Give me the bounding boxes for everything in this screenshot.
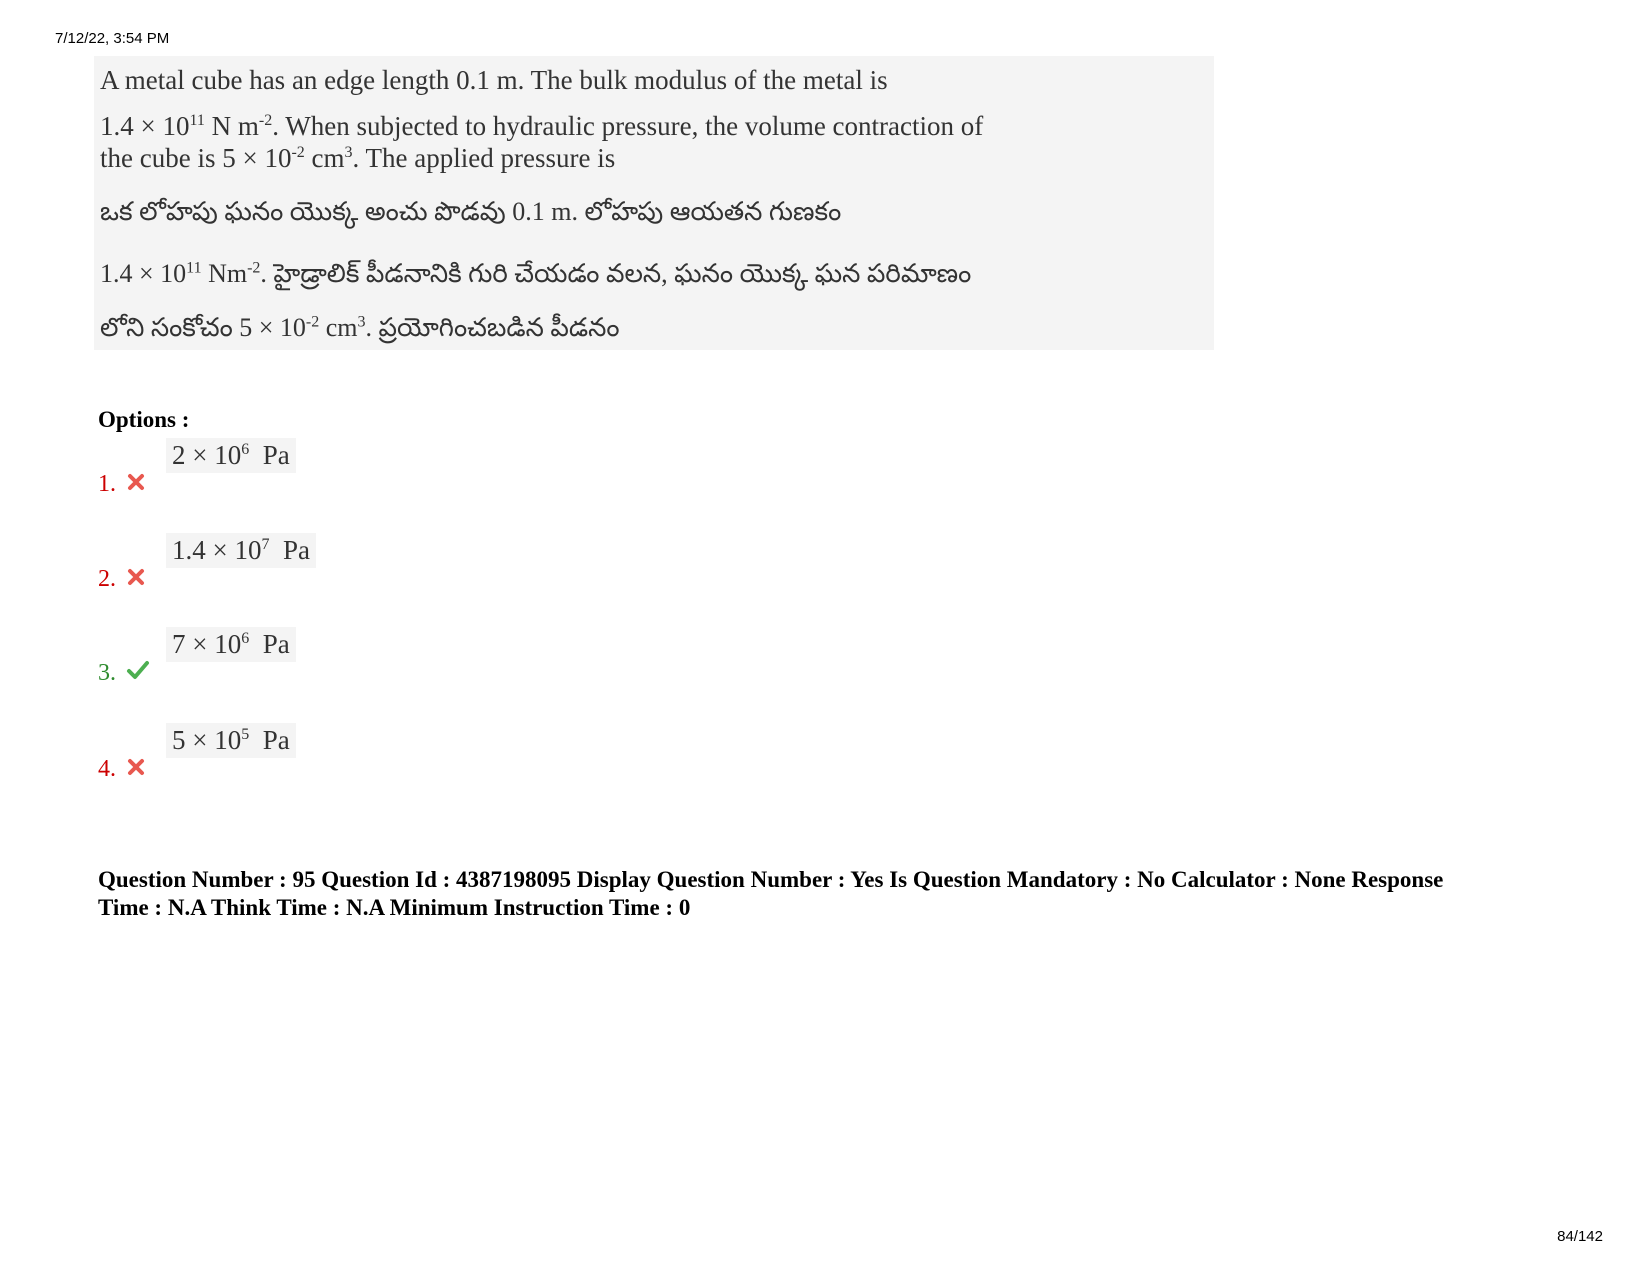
option-text: $7 \times 10^6$ Pa — [166, 627, 296, 662]
option-number: 1. — [98, 471, 116, 497]
options-label: Options : — [98, 407, 190, 432]
option-number: 4. — [98, 756, 116, 782]
cross-icon — [126, 757, 146, 777]
option-3 — [98, 627, 498, 687]
question-metadata-line-1: Question Number : 95 Question Id : 4387198095 Display Question Number : Yes Is Question Mandatory : No Calculator : None Response — [98, 867, 1444, 892]
option-text: $5 \times 10^5$ Pa — [166, 723, 296, 758]
question-metadata-line-2: Time : N.A Think Time : N.A Minimum Instruction Time : 0 — [98, 895, 691, 920]
cross-icon — [126, 567, 146, 587]
question-english-line-2: $1.4 \times 10^{11}$ N $m^{-2}$. When subjected to hydraulic pressure, the volume contraction of — [100, 111, 984, 141]
option-text: $2 \times 10^6$ Pa — [166, 438, 296, 473]
option-2 — [98, 533, 498, 593]
option-text: $1.4 \times 10^7$ Pa — [166, 533, 316, 568]
question-telugu-line-3: లోని సంకోచం $5 \times 10^{-2}$ $cm^3$. ప్రయోగించబడిన పీడనం — [100, 313, 620, 342]
question-telugu-line-2: $1.4 \times 10^{11}$ $Nm^{-2}$. హైడ్రాలిక్ పీడనానికి గురి చేయడం వలన, ఘనం యొక్క ఘన పరిమాణం — [100, 259, 972, 288]
option-number: 2. — [98, 566, 116, 592]
question-english-line-3: the cube is $5 \times 10^{-2}$ $cm^3$. The applied pressure is — [100, 143, 616, 173]
question-english-line-1: A metal cube has an edge length 0.1 m. The bulk modulus of the metal is — [100, 65, 888, 95]
question-text-image — [94, 56, 1214, 350]
question-telugu-line-1: ఒక లోహపు ఘనం యొక్క అంచు పొడవు 0.1 m. లోహపు ఆయతన గుణకం — [100, 197, 842, 226]
option-number: 3. — [98, 660, 116, 686]
option-1 — [98, 438, 498, 498]
check-icon — [126, 659, 150, 681]
question-metadata — [98, 866, 1578, 922]
cross-icon — [126, 472, 146, 492]
page-number: 84/142 — [1557, 1228, 1603, 1245]
print-timestamp: 7/12/22, 3:54 PM — [55, 30, 170, 47]
option-4 — [98, 723, 498, 783]
